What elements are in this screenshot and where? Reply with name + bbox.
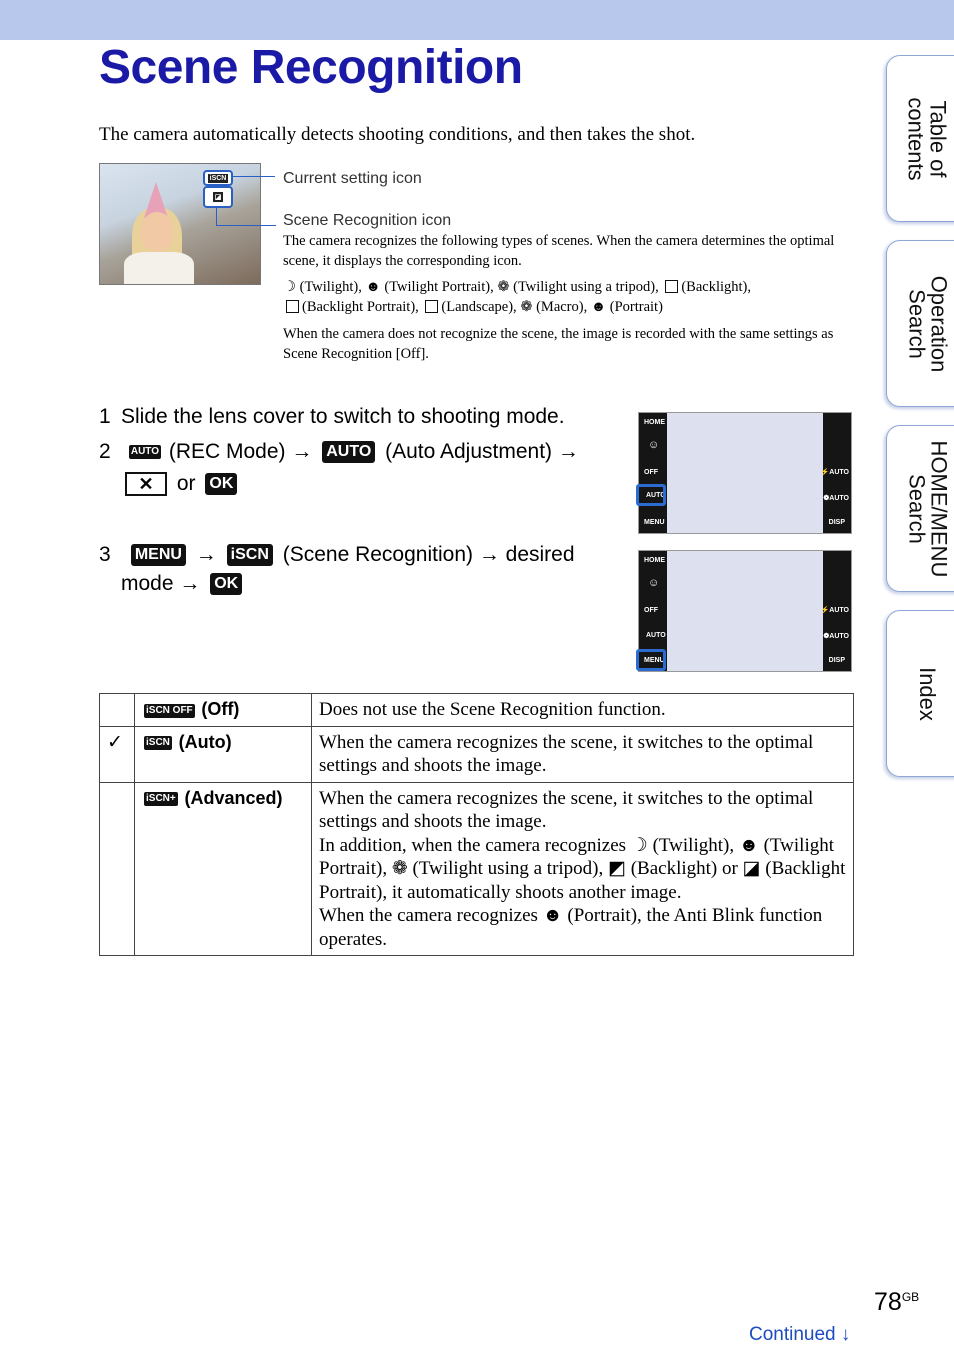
scene-recognition-osd-icon: ◪ <box>203 186 233 208</box>
default-check <box>100 694 135 727</box>
tab-table-of-contents[interactable]: Table of contents <box>886 55 954 222</box>
current-setting-osd-icon: iSCN <box>203 170 233 186</box>
tab-home-menu-search[interactable]: HOME/MENU Search <box>886 425 954 592</box>
step-3: 3 MENU → iSCN (Scene Recognition) → desired <box>99 543 575 566</box>
step-2-cont: ✕ or OK <box>121 472 241 496</box>
sample-photo <box>99 163 261 285</box>
selected-highlight <box>636 484 666 506</box>
leader-line <box>216 225 276 226</box>
camera-screen-1: HOME ☺ OFF AUTO MENU ⚡AUTO ❁AUTO DISP <box>638 412 852 534</box>
scn-off-icon: iSCN OFF <box>146 704 193 716</box>
scene-recognition-icon: iSCN <box>227 544 273 566</box>
step-2: 2 AUTO (REC Mode) → AUTO (Auto Adjustment) → <box>99 440 579 463</box>
table-row: iSCN+ (Advanced) When the camera recognizes the scene, it switches to the optimal settings and shoots the image. In addition, when the camera recognizes ☽ (Twilight), ☻ (Twilight Portrait), ❁ (Twilight using a tripod), ◩ (Backlight) or ◪ (Backlight Portrait), it automatically shoots another image. When the camera recognizes ☻ (Portrait), the Anti Blink function operates. <box>100 782 854 956</box>
scn-auto-icon: iSCN <box>146 737 170 749</box>
backlight-icon <box>665 280 678 293</box>
twilight-icon: ☽ <box>283 279 296 295</box>
scene-list-line2: (Backlight Portrait), (Landscape), ❁ (Macro), ☻ (Portrait) <box>283 297 853 317</box>
ok-icon: OK <box>210 573 242 595</box>
tripod-icon: ❁ <box>497 279 510 295</box>
page-number: $78^{GB}$ <box>874 1288 920 1316</box>
table-row: iSCN OFF (Off) Does not use the Scene Recognition function. <box>100 694 854 727</box>
selected-highlight <box>636 649 666 671</box>
camera-screen-2: HOME ☺ OFF AUTO MENU ⚡AUTO ❁AUTO DISP <box>638 550 852 672</box>
rec-mode-icon: AUTO <box>130 446 159 458</box>
default-check <box>100 782 135 956</box>
top-band <box>0 0 954 40</box>
tab-index[interactable]: Index <box>886 610 954 777</box>
intro-text: The camera automatically detects shooting conditions, and then takes the shot. <box>99 124 696 145</box>
mode-table <box>99 693 854 956</box>
default-check: ✓ <box>100 726 135 782</box>
leader-line <box>216 206 217 226</box>
menu-icon: MENU <box>131 544 186 566</box>
leader-line <box>231 176 275 177</box>
step-1: 1 Slide the lens cover to switch to shooting mode. <box>99 405 565 428</box>
tab-operation-search[interactable]: Operation Search <box>886 240 954 407</box>
scene-description: The camera recognizes the following types of scenes. When the camera determines the optimal scene, it displays the corresponding icon. <box>283 233 835 269</box>
continued-link[interactable]: Continued ↓ <box>749 1324 851 1345</box>
ok-icon: OK <box>205 473 237 495</box>
auto-adjustment-icon: AUTO <box>322 441 375 463</box>
landscape-icon <box>425 300 438 313</box>
twilight-portrait-icon: ☻ <box>365 279 381 295</box>
scn-advanced-icon: iSCN+ <box>146 793 176 805</box>
scene-list-line1: ☽ (Twilight), ☻ (Twilight Portrait), ❁ (Twilight using a tripod), (Backlight), <box>283 279 751 295</box>
table-row: ✓ iSCN (Auto) When the camera recognizes the scene, it switches to the optimal settings and shoots the image. <box>100 726 854 782</box>
callout-scene-recognition: Scene Recognition icon <box>283 212 452 229</box>
scene-note: When the camera does not recognize the scene, the image is recorded with the same settings as Scene Recognition [Off]. <box>283 326 834 362</box>
page-title: Scene Recognition <box>99 41 523 94</box>
close-icon: ✕ <box>125 472 167 496</box>
macro-icon: ❁ <box>520 299 533 315</box>
backlight-portrait-icon <box>286 300 299 313</box>
step-3-cont: mode → OK <box>121 572 246 596</box>
portrait-icon: ☻ <box>590 299 607 315</box>
callout-current-setting: Current setting icon <box>283 170 422 187</box>
